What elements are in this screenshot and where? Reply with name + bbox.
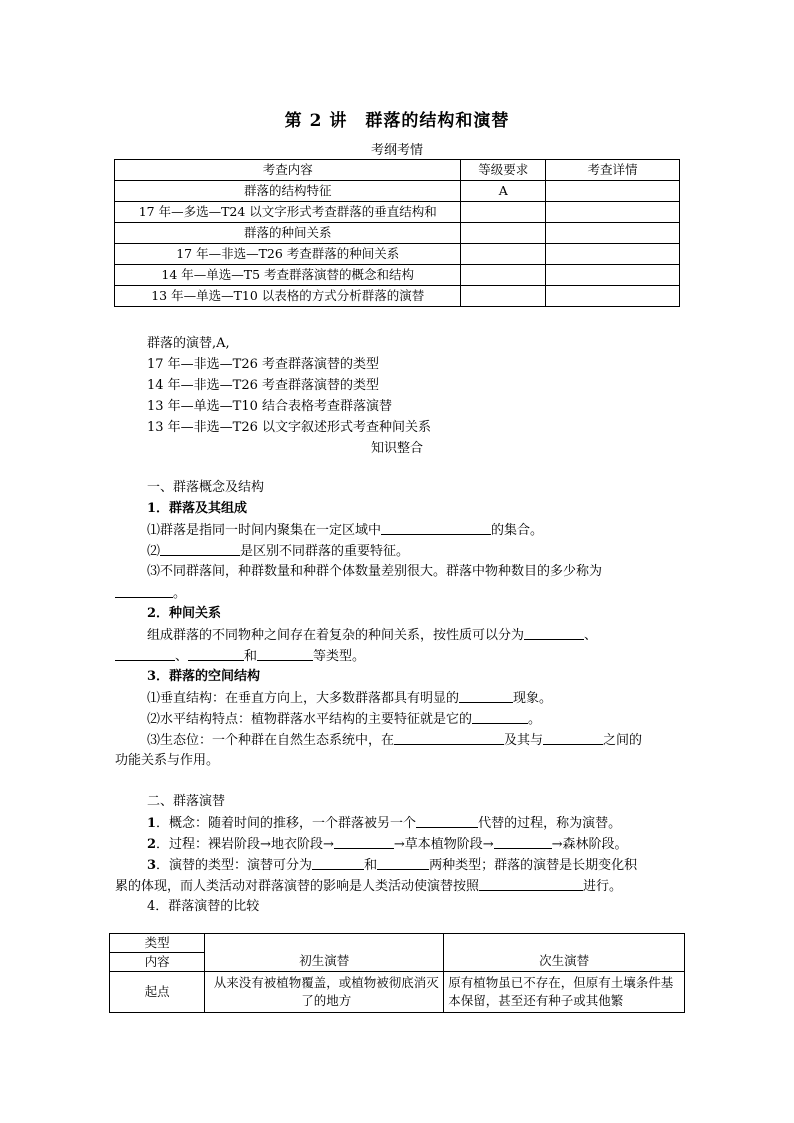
q3-cont xyxy=(115,876,622,896)
q3 xyxy=(147,855,637,875)
p2-text-cont xyxy=(115,646,365,666)
q2 xyxy=(147,834,628,854)
succession-comparison-table xyxy=(109,933,685,1013)
table-row xyxy=(115,223,680,244)
text: 3 xyxy=(147,858,157,873)
text: 进行。 xyxy=(583,879,623,894)
q4: 4．群落演替的比较 xyxy=(147,899,260,914)
fill-blank[interactable] xyxy=(115,583,173,598)
table-cell: 17 年—非选—T26 考查群落的种间关系 xyxy=(115,244,461,265)
p1-title: 1．群落及其组成 xyxy=(147,501,248,516)
table-cell xyxy=(461,286,545,307)
fill-blank[interactable] xyxy=(381,520,491,535)
text: ．过程：裸岩阶段→地衣阶段→ xyxy=(156,837,334,852)
table-row xyxy=(115,202,680,223)
table-cell: 次生演替 xyxy=(444,934,685,972)
table-row xyxy=(115,181,680,202)
text: →森林阶段。 xyxy=(551,837,628,852)
fill-blank[interactable] xyxy=(334,834,394,849)
table-cell: 初生演替 xyxy=(205,934,444,972)
table-row xyxy=(110,934,685,953)
table-cell xyxy=(461,223,545,244)
text: ⑶不同群落间，种群数量和种群个体数量差别很大。群落中物种数目的多少称为 xyxy=(147,564,603,579)
table-cell: 起点 xyxy=(110,972,205,1013)
text: ⑴群落是指同一时间内聚集在一定区域中 xyxy=(147,523,382,538)
p1-a xyxy=(147,520,543,540)
text: ⑴垂直结构：在垂直方向上，大多数群落都具有明显的 xyxy=(147,691,460,706)
text: ⑶生态位：一个种群在自然生态系统中，在 xyxy=(147,733,395,748)
fill-blank[interactable] xyxy=(115,646,175,661)
table-header-row xyxy=(115,160,680,181)
text: 1 xyxy=(147,816,157,831)
table-cell xyxy=(461,244,545,265)
list-item: 14 年—非选—T26 考查群落演替的类型 xyxy=(147,378,380,393)
section1-heading: 一、群落概念及结构 xyxy=(147,480,265,495)
header-level: 等级要求 xyxy=(461,160,545,181)
table-row xyxy=(115,265,680,286)
page-title: 第 2 讲 群落的结构和演替 xyxy=(284,111,510,131)
table-cell xyxy=(461,265,545,286)
list-item: 13 年—单选—T10 结合表格考查群落演替 xyxy=(147,399,393,414)
text: 是区别不同群落的重要特征。 xyxy=(240,544,410,559)
header-details: 考查详情 xyxy=(545,160,679,181)
text: 组成群落的不同物种之间存在着复杂的种间关系，按性质可以分为 xyxy=(147,628,525,643)
text: 和 xyxy=(364,858,378,873)
p2-title: 2．种间关系 xyxy=(147,606,222,621)
text: 和 xyxy=(244,649,258,664)
table-row xyxy=(110,972,685,1013)
list-item: 17 年—非选—T26 考查群落演替的类型 xyxy=(147,357,380,372)
fill-blank[interactable] xyxy=(257,646,313,661)
text: ．演替的类型：演替可分为 xyxy=(156,858,313,873)
table-cell: 原有植物虽已不存在，但原有土壤条件基本保留，甚至还有种子或其他繁 xyxy=(444,972,685,1013)
fill-blank[interactable] xyxy=(394,730,504,745)
table-cell xyxy=(545,202,679,223)
text: 、 xyxy=(584,628,598,643)
text: 两种类型；群落的演替是长期变化积 xyxy=(429,858,638,873)
fill-blank[interactable] xyxy=(524,625,584,640)
fill-blank[interactable] xyxy=(377,855,429,870)
q1 xyxy=(147,813,621,833)
text: 现象。 xyxy=(513,691,553,706)
p1-b xyxy=(147,541,409,561)
text: 累的体现，而人类活动对群落演替的影响是人类活动使演替按照 xyxy=(115,879,480,894)
table-cell xyxy=(545,223,679,244)
list-item: 群落的演替,A, xyxy=(147,336,230,351)
table-cell xyxy=(545,181,679,202)
text: 2 xyxy=(147,837,157,852)
table-cell: 从来没有被植物覆盖，或植物被彻底消灭了的地方 xyxy=(205,972,444,1013)
table-cell xyxy=(545,265,679,286)
text: 等类型。 xyxy=(313,649,366,664)
header-content: 考查内容 xyxy=(115,160,461,181)
text: 代替的过程，称为演替。 xyxy=(478,816,622,831)
table-cell: A xyxy=(461,181,545,202)
text: 。 xyxy=(173,586,187,601)
table-cell xyxy=(461,202,545,223)
fill-blank[interactable] xyxy=(494,834,552,849)
fill-blank[interactable] xyxy=(188,646,244,661)
text: ⑵水平结构特点：植物群落水平结构的主要特征就是它的 xyxy=(147,712,473,727)
table-cell: 群落的种间关系 xyxy=(115,223,461,244)
table-cell xyxy=(545,286,679,307)
p3-c xyxy=(147,730,642,750)
p1-c-cont xyxy=(115,583,186,603)
text: 、 xyxy=(175,649,189,664)
text: ⑵ xyxy=(147,544,161,559)
fill-blank[interactable] xyxy=(543,730,603,745)
table-cell: 类型 xyxy=(110,934,205,953)
fill-blank[interactable] xyxy=(416,813,478,828)
text: 及其与 xyxy=(504,733,544,748)
p3-title: 3．群落的空间结构 xyxy=(147,669,261,684)
table-cell: 14 年—单选—T5 考查群落演替的概念和结构 xyxy=(115,265,461,286)
table-row xyxy=(115,286,680,307)
table-cell: 17 年—多选—T24 以文字形式考查群落的垂直结构和 xyxy=(115,202,461,223)
page-subtitle: 考纲考情 xyxy=(370,143,423,158)
succession-requirements-list xyxy=(147,333,431,438)
fill-blank[interactable] xyxy=(459,688,513,703)
table-cell: 13 年—单选—T10 以表格的方式分析群落的演替 xyxy=(115,286,461,307)
text: 之间的 xyxy=(603,733,643,748)
table-row xyxy=(115,244,680,265)
knowledge-heading: 知识整合 xyxy=(370,441,423,456)
fill-blank[interactable] xyxy=(160,541,240,556)
list-item: 13 年—非选—T26 以文字叙述形式考查种间关系 xyxy=(147,420,432,435)
p1-c xyxy=(147,562,602,582)
exam-requirements-table xyxy=(114,159,680,307)
text: 。 xyxy=(528,712,542,727)
p3-c-cont: 功能关系与作用。 xyxy=(115,753,220,768)
fill-blank[interactable] xyxy=(312,855,364,870)
table-cell xyxy=(545,244,679,265)
p2-text xyxy=(147,625,597,645)
table-cell: 内容 xyxy=(110,953,205,972)
fill-blank[interactable] xyxy=(479,876,583,891)
table-cell: 群落的结构特征 xyxy=(115,181,461,202)
text: →草本植物阶段→ xyxy=(393,837,494,852)
text: 的集合。 xyxy=(491,523,544,538)
section2-heading: 二、群落演替 xyxy=(147,794,226,809)
fill-blank[interactable] xyxy=(472,709,528,724)
p3-b xyxy=(147,709,541,729)
p3-a xyxy=(147,688,552,708)
text: ．概念：随着时间的推移，一个群落被另一个 xyxy=(156,816,417,831)
